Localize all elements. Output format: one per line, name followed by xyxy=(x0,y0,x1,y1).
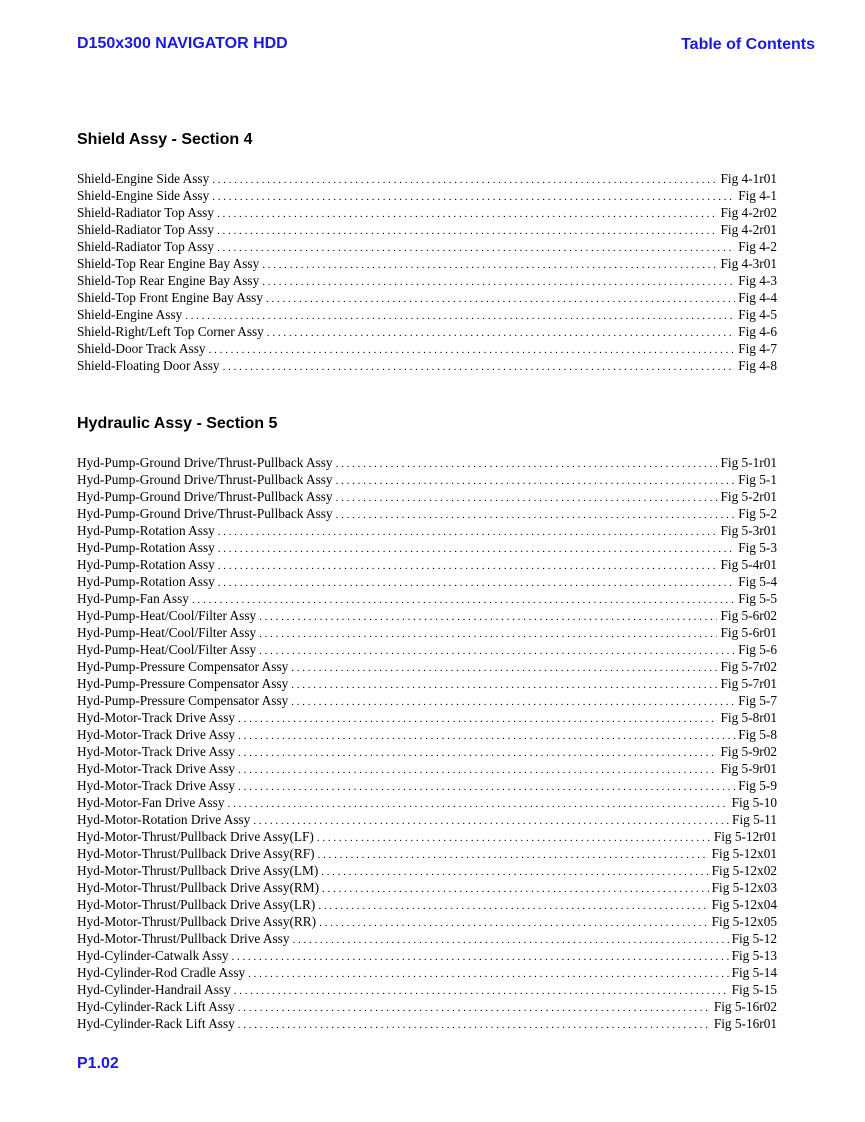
toc-entry-figure: Fig 5-8 xyxy=(738,727,777,742)
toc-entry-figure: Fig 4-6 xyxy=(738,324,777,339)
toc-entry-title: Hyd-Pump-Rotation Assy xyxy=(77,540,215,555)
toc-entry[interactable] xyxy=(77,760,777,777)
toc-entry[interactable] xyxy=(77,170,777,187)
dot-leader xyxy=(262,257,717,274)
toc-entry[interactable] xyxy=(77,743,777,760)
dot-leader xyxy=(227,796,728,813)
toc-entry-title: Hyd-Motor-Thrust/Pullback Drive Assy xyxy=(77,931,290,946)
toc-entry-title: Hyd-Pump-Heat/Cool/Filter Assy xyxy=(77,642,257,657)
toc-entry-title: Shield-Engine Side Assy xyxy=(77,188,210,203)
toc-entry-title: Hyd-Motor-Thrust/Pullback Drive Assy(LR) xyxy=(77,897,316,912)
toc-entry-title: Hyd-Motor-Track Drive Assy xyxy=(77,778,236,793)
toc-entry-figure: Fig 5-12x03 xyxy=(711,880,777,895)
toc-entry-figure: Fig 5-12x05 xyxy=(711,914,777,929)
toc-entry[interactable] xyxy=(77,981,777,998)
toc-entry-figure: Fig 5-9r01 xyxy=(720,761,777,776)
toc-entry[interactable] xyxy=(77,221,777,238)
toc-entry[interactable] xyxy=(77,272,777,289)
toc-entry-figure: Fig 5-6r01 xyxy=(720,625,777,640)
toc-entry[interactable] xyxy=(77,340,777,357)
toc-entry[interactable] xyxy=(77,488,777,505)
toc-entry[interactable] xyxy=(77,726,777,743)
toc-entry-title: Hyd-Pump-Rotation Assy xyxy=(77,574,215,589)
dot-leader xyxy=(292,932,728,949)
toc-entry[interactable] xyxy=(77,692,777,709)
dot-leader xyxy=(318,898,708,915)
toc-entry[interactable] xyxy=(77,471,777,488)
dot-leader xyxy=(238,711,717,728)
dot-leader xyxy=(291,660,717,677)
toc-entry-title: Hyd-Pump-Fan Assy xyxy=(77,591,189,606)
toc-entry-title: Shield-Right/Left Top Corner Assy xyxy=(77,324,264,339)
toc-entry-figure: Fig 5-4r01 xyxy=(720,557,777,572)
toc-entry-title: Hyd-Cylinder-Handrail Assy xyxy=(77,982,231,997)
dot-leader xyxy=(318,847,709,864)
toc-entry-title: Hyd-Pump-Rotation Assy xyxy=(77,557,215,572)
toc-entry-title: Hyd-Motor-Thrust/Pullback Drive Assy(RF) xyxy=(77,846,315,861)
toc-entry-title: Hyd-Pump-Heat/Cool/Filter Assy xyxy=(77,608,257,623)
toc-entry-figure: Fig 5-15 xyxy=(731,982,777,997)
dot-leader xyxy=(238,1017,711,1034)
dot-leader xyxy=(259,626,717,643)
toc-entry-figure: Fig 5-16r01 xyxy=(713,1016,777,1031)
toc-entry-title: Shield-Radiator Top Assy xyxy=(77,239,214,254)
toc-entry-figure: Fig 5-3r01 xyxy=(720,523,777,538)
dot-leader xyxy=(212,189,735,206)
dot-leader xyxy=(238,1000,711,1017)
dot-leader xyxy=(234,983,729,1000)
toc-entry-figure: Fig 5-12r01 xyxy=(713,829,777,844)
toc-list xyxy=(77,454,777,1032)
dot-leader xyxy=(291,694,735,711)
toc-entry-title: Hyd-Motor-Track Drive Assy xyxy=(77,727,236,742)
dot-leader xyxy=(317,830,711,847)
toc-entry[interactable] xyxy=(77,454,777,471)
toc-entry[interactable] xyxy=(77,306,777,323)
dot-leader xyxy=(262,274,735,291)
toc-entry-title: Hyd-Motor-Thrust/Pullback Drive Assy(RR) xyxy=(77,914,317,929)
dot-leader xyxy=(209,342,736,359)
dot-leader xyxy=(259,643,735,660)
toc-entry[interactable] xyxy=(77,187,777,204)
toc-entry-figure: Fig 4-7 xyxy=(738,341,777,356)
dot-leader xyxy=(217,206,718,223)
toc-entry[interactable] xyxy=(77,862,777,879)
toc-entry[interactable] xyxy=(77,998,777,1015)
toc-entry-title: Hyd-Motor-Thrust/Pullback Drive Assy(LF) xyxy=(77,829,314,844)
toc-entry-title: Hyd-Motor-Track Drive Assy xyxy=(77,744,236,759)
toc-entry-figure: Fig 4-2r02 xyxy=(720,205,777,220)
toc-entry-figure: Fig 5-9 xyxy=(738,778,777,793)
toc-entry-title: Shield-Radiator Top Assy xyxy=(77,222,214,237)
dot-leader xyxy=(217,240,735,257)
toc-entry-title: Hyd-Pump-Pressure Compensator Assy xyxy=(77,659,289,674)
document-title: D150x300 NAVIGATOR HDD xyxy=(77,35,288,52)
toc-entry[interactable] xyxy=(77,930,777,947)
toc-entry[interactable] xyxy=(77,845,777,862)
toc-entry-title: Hyd-Cylinder-Catwalk Assy xyxy=(77,948,229,963)
dot-leader xyxy=(232,949,729,966)
toc-entry-title: Hyd-Cylinder-Rack Lift Assy xyxy=(77,1016,235,1031)
toc-entry-figure: Fig 4-2r01 xyxy=(720,222,777,237)
toc-entry-figure: Fig 4-2 xyxy=(738,239,777,254)
toc-entry[interactable] xyxy=(77,556,777,573)
toc-entry-title: Hyd-Pump-Ground Drive/Thrust-Pullback Assy xyxy=(77,489,333,504)
toc-entry-title: Hyd-Motor-Track Drive Assy xyxy=(77,761,236,776)
dot-leader xyxy=(322,881,709,898)
section-shield xyxy=(77,131,777,374)
toc-entry-figure: Fig 4-1r01 xyxy=(720,171,777,186)
toc-entry-figure: Fig 5-6r02 xyxy=(720,608,777,623)
toc-entry-title: Hyd-Motor-Thrust/Pullback Drive Assy(RM) xyxy=(77,880,320,895)
toc-entry-title: Hyd-Pump-Rotation Assy xyxy=(77,523,215,538)
toc-entry-figure: Fig 5-12 xyxy=(731,931,777,946)
toc-entry[interactable] xyxy=(77,255,777,272)
toc-entry-title: Shield-Door Track Assy xyxy=(77,341,206,356)
toc-entry-title: Hyd-Pump-Ground Drive/Thrust-Pullback Assy xyxy=(77,472,333,487)
toc-entry[interactable] xyxy=(77,204,777,221)
toc-entry[interactable] xyxy=(77,658,777,675)
toc-entry[interactable] xyxy=(77,811,777,828)
dot-leader xyxy=(238,728,735,745)
dot-leader xyxy=(336,456,718,473)
toc-entry-title: Hyd-Cylinder-Rod Cradle Assy xyxy=(77,965,246,980)
toc-entry-title: Hyd-Motor-Thrust/Pullback Drive Assy(LM) xyxy=(77,863,319,878)
toc-entry[interactable] xyxy=(77,828,777,845)
toc-entry-title: Shield-Top Front Engine Bay Assy xyxy=(77,290,263,305)
toc-entry-figure: Fig 5-2 xyxy=(738,506,777,521)
dot-leader xyxy=(218,575,735,592)
dot-leader xyxy=(319,915,709,932)
dot-leader xyxy=(212,172,717,189)
toc-entry[interactable] xyxy=(77,522,777,539)
toc-entry-figure: Fig 5-16r02 xyxy=(713,999,777,1014)
dot-leader xyxy=(336,490,718,507)
toc-entry-figure: Fig 4-4 xyxy=(738,290,777,305)
dot-leader xyxy=(218,558,718,575)
toc-entry-title: Hyd-Motor-Fan Drive Assy xyxy=(77,795,225,810)
toc-entry-figure: Fig 5-10 xyxy=(731,795,777,810)
toc-entry-figure: Fig 4-1 xyxy=(738,188,777,203)
toc-entry-figure: Fig 5-7r01 xyxy=(720,676,777,691)
toc-entry-title: Hyd-Cylinder-Rack Lift Assy xyxy=(77,999,235,1014)
toc-entry-figure: Fig 5-8r01 xyxy=(720,710,777,725)
section-hydraulic xyxy=(77,415,777,1032)
toc-entry[interactable] xyxy=(77,624,777,641)
toc-entry[interactable] xyxy=(77,505,777,522)
toc-entry-figure: Fig 5-12x02 xyxy=(711,863,777,878)
toc-entry[interactable] xyxy=(77,794,777,811)
toc-entry-title: Hyd-Pump-Heat/Cool/Filter Assy xyxy=(77,625,257,640)
dot-leader xyxy=(259,609,717,626)
dot-leader xyxy=(218,541,735,558)
section-title: Shield Assy - Section 4 xyxy=(77,131,253,148)
dot-leader xyxy=(248,966,728,983)
toc-entry-figure: Fig 5-13 xyxy=(731,948,777,963)
toc-entry[interactable] xyxy=(77,879,777,896)
toc-entry[interactable] xyxy=(77,607,777,624)
dot-leader xyxy=(321,864,708,881)
dot-leader xyxy=(253,813,729,830)
dot-leader xyxy=(291,677,717,694)
toc-entry-title: Shield-Top Rear Engine Bay Assy xyxy=(77,256,260,271)
toc-entry[interactable] xyxy=(77,289,777,306)
toc-entry-figure: Fig 4-3 xyxy=(738,273,777,288)
page-number: P1.02 xyxy=(77,1055,119,1072)
toc-entry-title: Hyd-Motor-Rotation Drive Assy xyxy=(77,812,251,827)
toc-entry[interactable] xyxy=(77,947,777,964)
dot-leader xyxy=(223,359,736,376)
toc-entry[interactable] xyxy=(77,913,777,930)
toc-entry-figure: Fig 4-5 xyxy=(738,307,777,322)
toc-entry-figure: Fig 5-2r01 xyxy=(720,489,777,504)
dot-leader xyxy=(336,507,736,524)
toc-entry[interactable] xyxy=(77,964,777,981)
toc-entry-figure: Fig 5-3 xyxy=(738,540,777,555)
toc-entry-figure: Fig 5-1r01 xyxy=(720,455,777,470)
toc-entry-title: Hyd-Pump-Pressure Compensator Assy xyxy=(77,676,289,691)
toc-entry-figure: Fig 5-1 xyxy=(738,472,777,487)
toc-entry[interactable] xyxy=(77,573,777,590)
dot-leader xyxy=(266,291,735,308)
toc-entry-figure: Fig 5-6 xyxy=(738,642,777,657)
toc-list xyxy=(77,170,777,374)
dot-leader xyxy=(192,592,735,609)
toc-entry[interactable] xyxy=(77,323,777,340)
toc-entry[interactable] xyxy=(77,357,777,374)
dot-leader xyxy=(238,762,717,779)
dot-leader xyxy=(185,308,735,325)
toc-entry-figure: Fig 5-14 xyxy=(731,965,777,980)
toc-entry[interactable] xyxy=(77,539,777,556)
toc-entry-title: Shield-Floating Door Assy xyxy=(77,358,220,373)
table-of-contents-link[interactable]: Table of Contents xyxy=(681,36,815,53)
toc-entry-title: Hyd-Pump-Ground Drive/Thrust-Pullback Assy xyxy=(77,506,333,521)
toc-entry-figure: Fig 5-9r02 xyxy=(720,744,777,759)
toc-entry-figure: Fig 5-11 xyxy=(732,812,777,827)
toc-entry[interactable] xyxy=(77,590,777,607)
toc-entry-title: Hyd-Motor-Track Drive Assy xyxy=(77,710,236,725)
toc-entry-figure: Fig 5-5 xyxy=(738,591,777,606)
toc-entry-title: Shield-Engine Assy xyxy=(77,307,183,322)
dot-leader xyxy=(336,473,736,490)
dot-leader xyxy=(217,223,718,240)
dot-leader xyxy=(267,325,735,342)
toc-entry-figure: Fig 4-3r01 xyxy=(720,256,777,271)
toc-entry-title: Hyd-Pump-Ground Drive/Thrust-Pullback Assy xyxy=(77,455,333,470)
toc-entry-figure: Fig 4-8 xyxy=(738,358,777,373)
section-title: Hydraulic Assy - Section 5 xyxy=(77,415,278,432)
toc-entry-figure: Fig 5-12x01 xyxy=(711,846,777,861)
toc-entry-title: Hyd-Pump-Pressure Compensator Assy xyxy=(77,693,289,708)
toc-entry-figure: Fig 5-12x04 xyxy=(711,897,777,912)
toc-entry-figure: Fig 5-4 xyxy=(738,574,777,589)
toc-entry-figure: Fig 5-7 xyxy=(738,693,777,708)
toc-entry-title: Shield-Top Rear Engine Bay Assy xyxy=(77,273,260,288)
dot-leader xyxy=(238,779,735,796)
dot-leader xyxy=(218,524,718,541)
toc-entry-title: Shield-Engine Side Assy xyxy=(77,171,210,186)
toc-entry[interactable] xyxy=(77,675,777,692)
toc-entry[interactable] xyxy=(77,896,777,913)
toc-entry[interactable] xyxy=(77,641,777,658)
toc-entry[interactable] xyxy=(77,709,777,726)
toc-entry[interactable] xyxy=(77,1015,777,1032)
toc-entry[interactable] xyxy=(77,238,777,255)
toc-entry-title: Shield-Radiator Top Assy xyxy=(77,205,214,220)
dot-leader xyxy=(238,745,717,762)
toc-entry-figure: Fig 5-7r02 xyxy=(720,659,777,674)
toc-entry[interactable] xyxy=(77,777,777,794)
